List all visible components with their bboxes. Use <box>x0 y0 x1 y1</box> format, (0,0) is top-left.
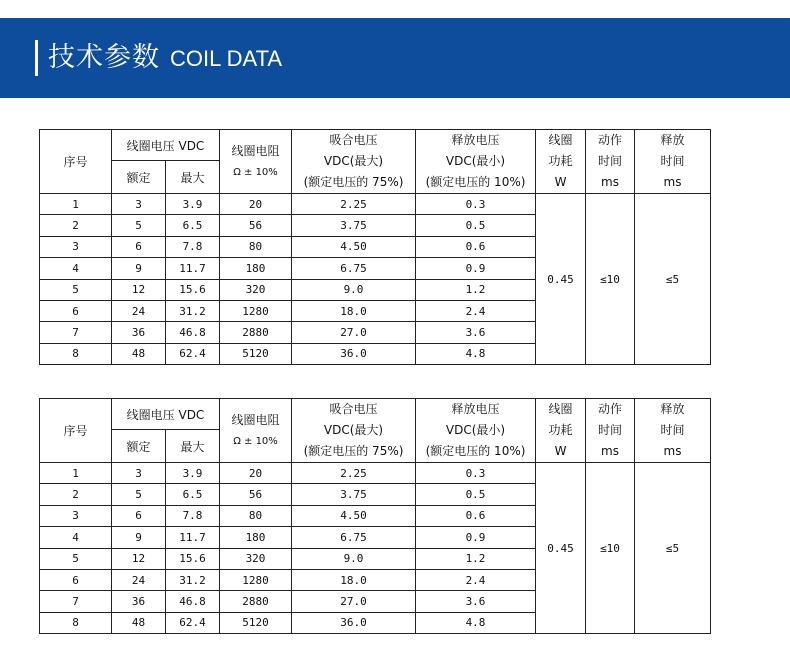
header-operate-time: 动作 时间 ms <box>586 130 635 194</box>
cell-pickup: 6.75 <box>292 258 416 279</box>
cell-pickup: 4.50 <box>292 236 416 257</box>
cell-pickup: 18.0 <box>292 300 416 321</box>
header-no: 序号 <box>40 399 112 463</box>
table-row <box>40 194 711 215</box>
cell-no: 7 <box>40 591 112 612</box>
cell-release: 4.8 <box>416 343 536 364</box>
table-row <box>40 463 711 484</box>
cell-pickup: 2.25 <box>292 463 416 484</box>
cell-no: 8 <box>40 343 112 364</box>
cell-max: 46.8 <box>166 591 220 612</box>
header-release-voltage: 释放电压 VDC(最小) (额定电压的 10%) <box>416 130 536 194</box>
coil-data-table-1 <box>39 129 711 365</box>
cell-max: 6.5 <box>166 215 220 236</box>
cell-release: 0.9 <box>416 258 536 279</box>
cell-rated: 5 <box>112 215 166 236</box>
cell-max: 3.9 <box>166 463 220 484</box>
cell-release: 0.3 <box>416 194 536 215</box>
cell-resistance: 2880 <box>220 322 292 343</box>
header-no: 序号 <box>40 130 112 194</box>
cell-max: 11.7 <box>166 258 220 279</box>
page-title <box>48 34 282 82</box>
cell-no: 2 <box>40 215 112 236</box>
cell-no: 6 <box>40 300 112 321</box>
cell-release: 0.3 <box>416 463 536 484</box>
cell-pickup: 36.0 <box>292 612 416 633</box>
title-accent-bar <box>35 40 38 76</box>
cell-no: 4 <box>40 527 112 548</box>
cell-release-time: ≤5 <box>635 463 711 634</box>
cell-resistance: 5120 <box>220 612 292 633</box>
cell-rated: 24 <box>112 300 166 321</box>
cell-rated: 24 <box>112 569 166 590</box>
cell-resistance: 56 <box>220 215 292 236</box>
cell-no: 3 <box>40 505 112 526</box>
cell-max: 62.4 <box>166 343 220 364</box>
cell-release: 0.5 <box>416 484 536 505</box>
cell-max: 62.4 <box>166 612 220 633</box>
cell-rated: 48 <box>112 343 166 364</box>
cell-rated: 3 <box>112 463 166 484</box>
cell-no: 1 <box>40 194 112 215</box>
cell-resistance: 1280 <box>220 300 292 321</box>
cell-resistance: 320 <box>220 548 292 569</box>
cell-operate-time: ≤10 <box>586 194 635 365</box>
cell-rated: 48 <box>112 612 166 633</box>
page-title-cn: 技术参数 <box>48 42 160 73</box>
cell-rated: 9 <box>112 527 166 548</box>
cell-resistance: 1280 <box>220 569 292 590</box>
cell-rated: 5 <box>112 484 166 505</box>
header-pickup-voltage: 吸合电压 VDC(最大) (额定电压的 75%) <box>292 130 416 194</box>
title-banner <box>0 18 790 98</box>
header-operate-time: 动作 时间 ms <box>586 399 635 463</box>
cell-rated: 36 <box>112 591 166 612</box>
cell-rated: 3 <box>112 194 166 215</box>
cell-rated: 12 <box>112 548 166 569</box>
cell-no: 5 <box>40 279 112 300</box>
cell-no: 6 <box>40 569 112 590</box>
cell-resistance: 80 <box>220 236 292 257</box>
cell-max: 31.2 <box>166 569 220 590</box>
page-title-en: COIL DATA <box>170 46 283 71</box>
cell-max: 6.5 <box>166 484 220 505</box>
cell-resistance: 2880 <box>220 591 292 612</box>
header-rated: 额定 <box>112 430 166 463</box>
cell-release: 2.4 <box>416 300 536 321</box>
cell-release: 0.6 <box>416 505 536 526</box>
cell-pickup: 9.0 <box>292 548 416 569</box>
cell-release: 1.2 <box>416 548 536 569</box>
cell-no: 8 <box>40 612 112 633</box>
cell-max: 31.2 <box>166 300 220 321</box>
cell-max: 3.9 <box>166 194 220 215</box>
cell-release: 4.8 <box>416 612 536 633</box>
cell-max: 15.6 <box>166 279 220 300</box>
cell-coil-power: 0.45 <box>536 194 586 365</box>
cell-release: 3.6 <box>416 591 536 612</box>
cell-coil-power: 0.45 <box>536 463 586 634</box>
header-coil-power: 线圈 功耗 W <box>536 399 586 463</box>
header-resistance: 线圈电阻 Ω ± 10% <box>220 399 292 463</box>
cell-pickup: 2.25 <box>292 194 416 215</box>
cell-pickup: 6.75 <box>292 527 416 548</box>
header-release-time: 释放 时间 ms <box>635 399 711 463</box>
header-pickup-voltage: 吸合电压 VDC(最大) (额定电压的 75%) <box>292 399 416 463</box>
cell-release-time: ≤5 <box>635 194 711 365</box>
cell-pickup: 36.0 <box>292 343 416 364</box>
cell-pickup: 27.0 <box>292 322 416 343</box>
cell-resistance: 20 <box>220 463 292 484</box>
cell-pickup: 3.75 <box>292 215 416 236</box>
cell-resistance: 56 <box>220 484 292 505</box>
cell-no: 7 <box>40 322 112 343</box>
cell-no: 4 <box>40 258 112 279</box>
cell-pickup: 9.0 <box>292 279 416 300</box>
header-rated: 额定 <box>112 161 166 194</box>
cell-max: 7.8 <box>166 236 220 257</box>
coil-data-table-2 <box>39 398 711 634</box>
header-coil-voltage: 线圈电压 VDC <box>112 399 220 430</box>
cell-max: 7.8 <box>166 505 220 526</box>
header-coil-power: 线圈 功耗 W <box>536 130 586 194</box>
cell-release: 0.5 <box>416 215 536 236</box>
header-resistance: 线圈电阻 Ω ± 10% <box>220 130 292 194</box>
header-max: 最大 <box>166 161 220 194</box>
cell-rated: 12 <box>112 279 166 300</box>
cell-max: 46.8 <box>166 322 220 343</box>
cell-pickup: 27.0 <box>292 591 416 612</box>
cell-max: 11.7 <box>166 527 220 548</box>
header-release-time: 释放 时间 ms <box>635 130 711 194</box>
cell-rated: 6 <box>112 505 166 526</box>
cell-resistance: 320 <box>220 279 292 300</box>
cell-resistance: 5120 <box>220 343 292 364</box>
cell-no: 2 <box>40 484 112 505</box>
cell-operate-time: ≤10 <box>586 463 635 634</box>
cell-pickup: 3.75 <box>292 484 416 505</box>
cell-release: 0.9 <box>416 527 536 548</box>
cell-no: 3 <box>40 236 112 257</box>
header-coil-voltage: 线圈电压 VDC <box>112 130 220 161</box>
cell-no: 1 <box>40 463 112 484</box>
cell-release: 2.4 <box>416 569 536 590</box>
cell-resistance: 20 <box>220 194 292 215</box>
cell-rated: 6 <box>112 236 166 257</box>
cell-no: 5 <box>40 548 112 569</box>
header-release-voltage: 释放电压 VDC(最小) (额定电压的 10%) <box>416 399 536 463</box>
cell-resistance: 80 <box>220 505 292 526</box>
cell-pickup: 18.0 <box>292 569 416 590</box>
cell-resistance: 180 <box>220 258 292 279</box>
cell-release: 1.2 <box>416 279 536 300</box>
cell-pickup: 4.50 <box>292 505 416 526</box>
cell-rated: 9 <box>112 258 166 279</box>
cell-release: 0.6 <box>416 236 536 257</box>
cell-resistance: 180 <box>220 527 292 548</box>
cell-max: 15.6 <box>166 548 220 569</box>
header-max: 最大 <box>166 430 220 463</box>
cell-release: 3.6 <box>416 322 536 343</box>
cell-rated: 36 <box>112 322 166 343</box>
